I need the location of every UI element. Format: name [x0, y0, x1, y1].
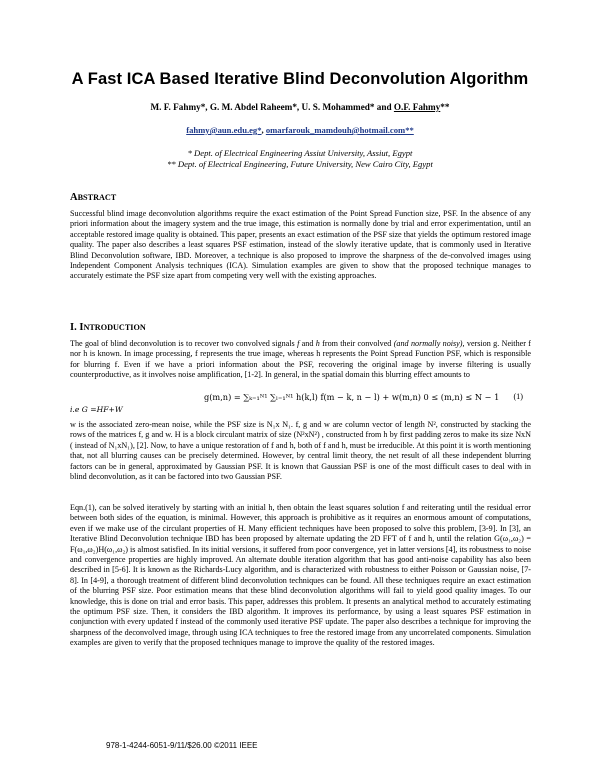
author-list: [0, 102, 600, 112]
intro-p1-italic: (and normally noisy),: [393, 339, 465, 348]
abstract-heading-rest: BSTRACT: [77, 193, 117, 202]
abstract-heading-cap: A: [70, 192, 78, 203]
authors-main: M. F. Fahmy*, G. M. Abdel Raheem*, U. S. Mohammed* and: [150, 102, 394, 112]
affiliation-1: * Dept. of Electrical Engineering Assiut University, Assiut, Egypt: [187, 148, 413, 158]
intro-paragraph-1: [70, 339, 531, 381]
email-separator: ,: [261, 125, 266, 135]
email-link-1[interactable]: fahmy@aun.edu.eg*: [186, 125, 262, 135]
intro-p1-h: h: [315, 339, 320, 348]
authors-suffix: **: [440, 102, 450, 112]
intro-paragraph-3: Eqn.(1), can be solved iteratively by starting with an initial h, then obtain the least squares solution f and reiterating until the residual error between both sides of the equation, is minimal. However, this approach is prohibitive as it requires an enormous amount of computations, even if we make use of the circulant properties of H. Many efficient techniques have been proposed to solve this problem, [3-9]. In [3], an Iterative Blind Deconvolution technique IBD has been proposed by alternate updating the 2D FFT of f and h, until the relation G(ω₁,ω₂) = F(ω₁,ω₂)H(ω₁,ω₂) is almost satisfied. In its initial versions, it suffered from poor convergence, yet in latter versions [4], its robustness to noise and convergence properties are highly improved. An alternate double iteration algorithm that has good anti-noise capability has also been described in [5-6]. It is known as the Richards-Lucy algorithm, and is characterized with robustness to either Poisson or Gaussian noise, [7-8]. In [4-9], a thorough treatment of different blind deconvolution techniques can be found. All these techniques require an exact estimation of the blurring PSF size. Poor estimation means that these blind deconvolution algorithms will fail to yield good quality images. To our knowledge, this is done on trial and error basis. This paper, addresses this problem. It presents an analytical method to accurately estimating the optimum PSF size. Then, it considers the IBD algorithm. It improves its performance, by using a least squares PSF estimation in conjunction with every updated f instead of the commonly used iterative PSF update. The paper also describes a technique for improving the sharpness of the deconvolved image, through using ICA techniques to free the restored image from any uncorrelated components. Simulation examples are given to verify that the proposed techniques manage to improve the quality of the restored images.: [70, 503, 531, 648]
equation-1: [70, 392, 531, 404]
intro-p1-text-a: The goal of blind deconvolution is to recover two convolved signals: [70, 339, 298, 348]
matrix-form: i.e G =HF+W: [70, 405, 123, 414]
equation-1-number: (1): [513, 392, 523, 401]
equation-1-body: g(m,n) = ∑ₖ₌₁ᴺ¹ ∑ₗ₌₁ᴺ¹ h(k,l) f(m − k, n − l) + w(m,n) 0 ≤ (m,n) ≤ N − 1: [204, 392, 500, 402]
corresponding-author: O.F. Fahmy: [393, 102, 441, 112]
paper-title: A Fast ICA Based Iterative Blind Deconvolution Algorithm: [71, 70, 529, 88]
intro-heading-num: I.: [70, 322, 80, 333]
intro-heading-cap: I: [79, 322, 84, 333]
intro-p1-text-c: from their convolved: [319, 339, 394, 348]
intro-p1-text-b: and: [299, 339, 316, 348]
author-emails: [0, 125, 600, 135]
intro-heading-rest: NTRODUCTION: [83, 323, 146, 332]
affiliation-2: ** Dept. of Electrical Engineering, Future University, New Cairo City, Egypt: [167, 159, 433, 169]
intro-p1-f: f: [297, 339, 300, 348]
intro-paragraph-2: w is the associated zero-mean noise, while the PSF size is N₁x N₁. f, g and w are column vector of length N², constructed by stacking the rows of the matrices f, g and w. H is a block circulant matrix of size (N²xN²) , constructed from h by first padding zeros to make its size NxN ( instead of N₁xN₁), [2]. Now, to have a unique restoration of f and h, both of f and h, must be irreducible. At this point it is worth mentioning that, not all blurring causes can be precisely determined. However, by central limit theory, the net result of all these independent blurring factors can be in general, approximated by Gaussian PSF. It is known that Gaussian PSF is one of the most difficult cases to deal with in blind deconvolution, as it can be factored into two Gaussian PSF.: [70, 420, 531, 482]
abstract-heading: [70, 192, 116, 203]
abstract-text: Successful blind image deconvolution algorithms require the exact estimation of the Point Spread Function size, PSF. In the absence of any priori information about the imagery system and the true image, this estimation is normally done by trial and error experimentation, until an acceptable restored image quality is obtained. This paper, presents an exact estimation of the PSF size that yields the optimum restored image quality. The paper also describes a least squares PSF estimation, instead of the slowly iterative update, that is commonly used in Iterative Blind Deconvolution software, IBD. Moreover, a technique is also proposed to improve the sharpness of the de-convolved images using Independent Component Analysis techniques (ICA). Simulation examples are given to show that the proposed technique manages to accurately estimate the PSF size apart from competing very well with the existing approaches.: [70, 209, 531, 281]
intro-heading: [70, 322, 146, 333]
copyright-footer: 978-1-4244-6051-9/11/$26.00 ©2011 IEEE: [106, 741, 258, 750]
intro-p1-text-d: version g. Neither f nor h is known. In image processing, f represents the true image, whereas h represents the Point Spread Function PSF, which is responsible for blurring f. Even if we have a priori information about the PSF, recovering the original image by inverse filtering is usually counterproductive, as it involves noise amplification, [1-2]. In general, in the spatial domain this blurring effect amounts to: [70, 339, 531, 380]
email-link-2[interactable]: omarfarouk_mamdouh@hotmail.com**: [265, 125, 414, 135]
